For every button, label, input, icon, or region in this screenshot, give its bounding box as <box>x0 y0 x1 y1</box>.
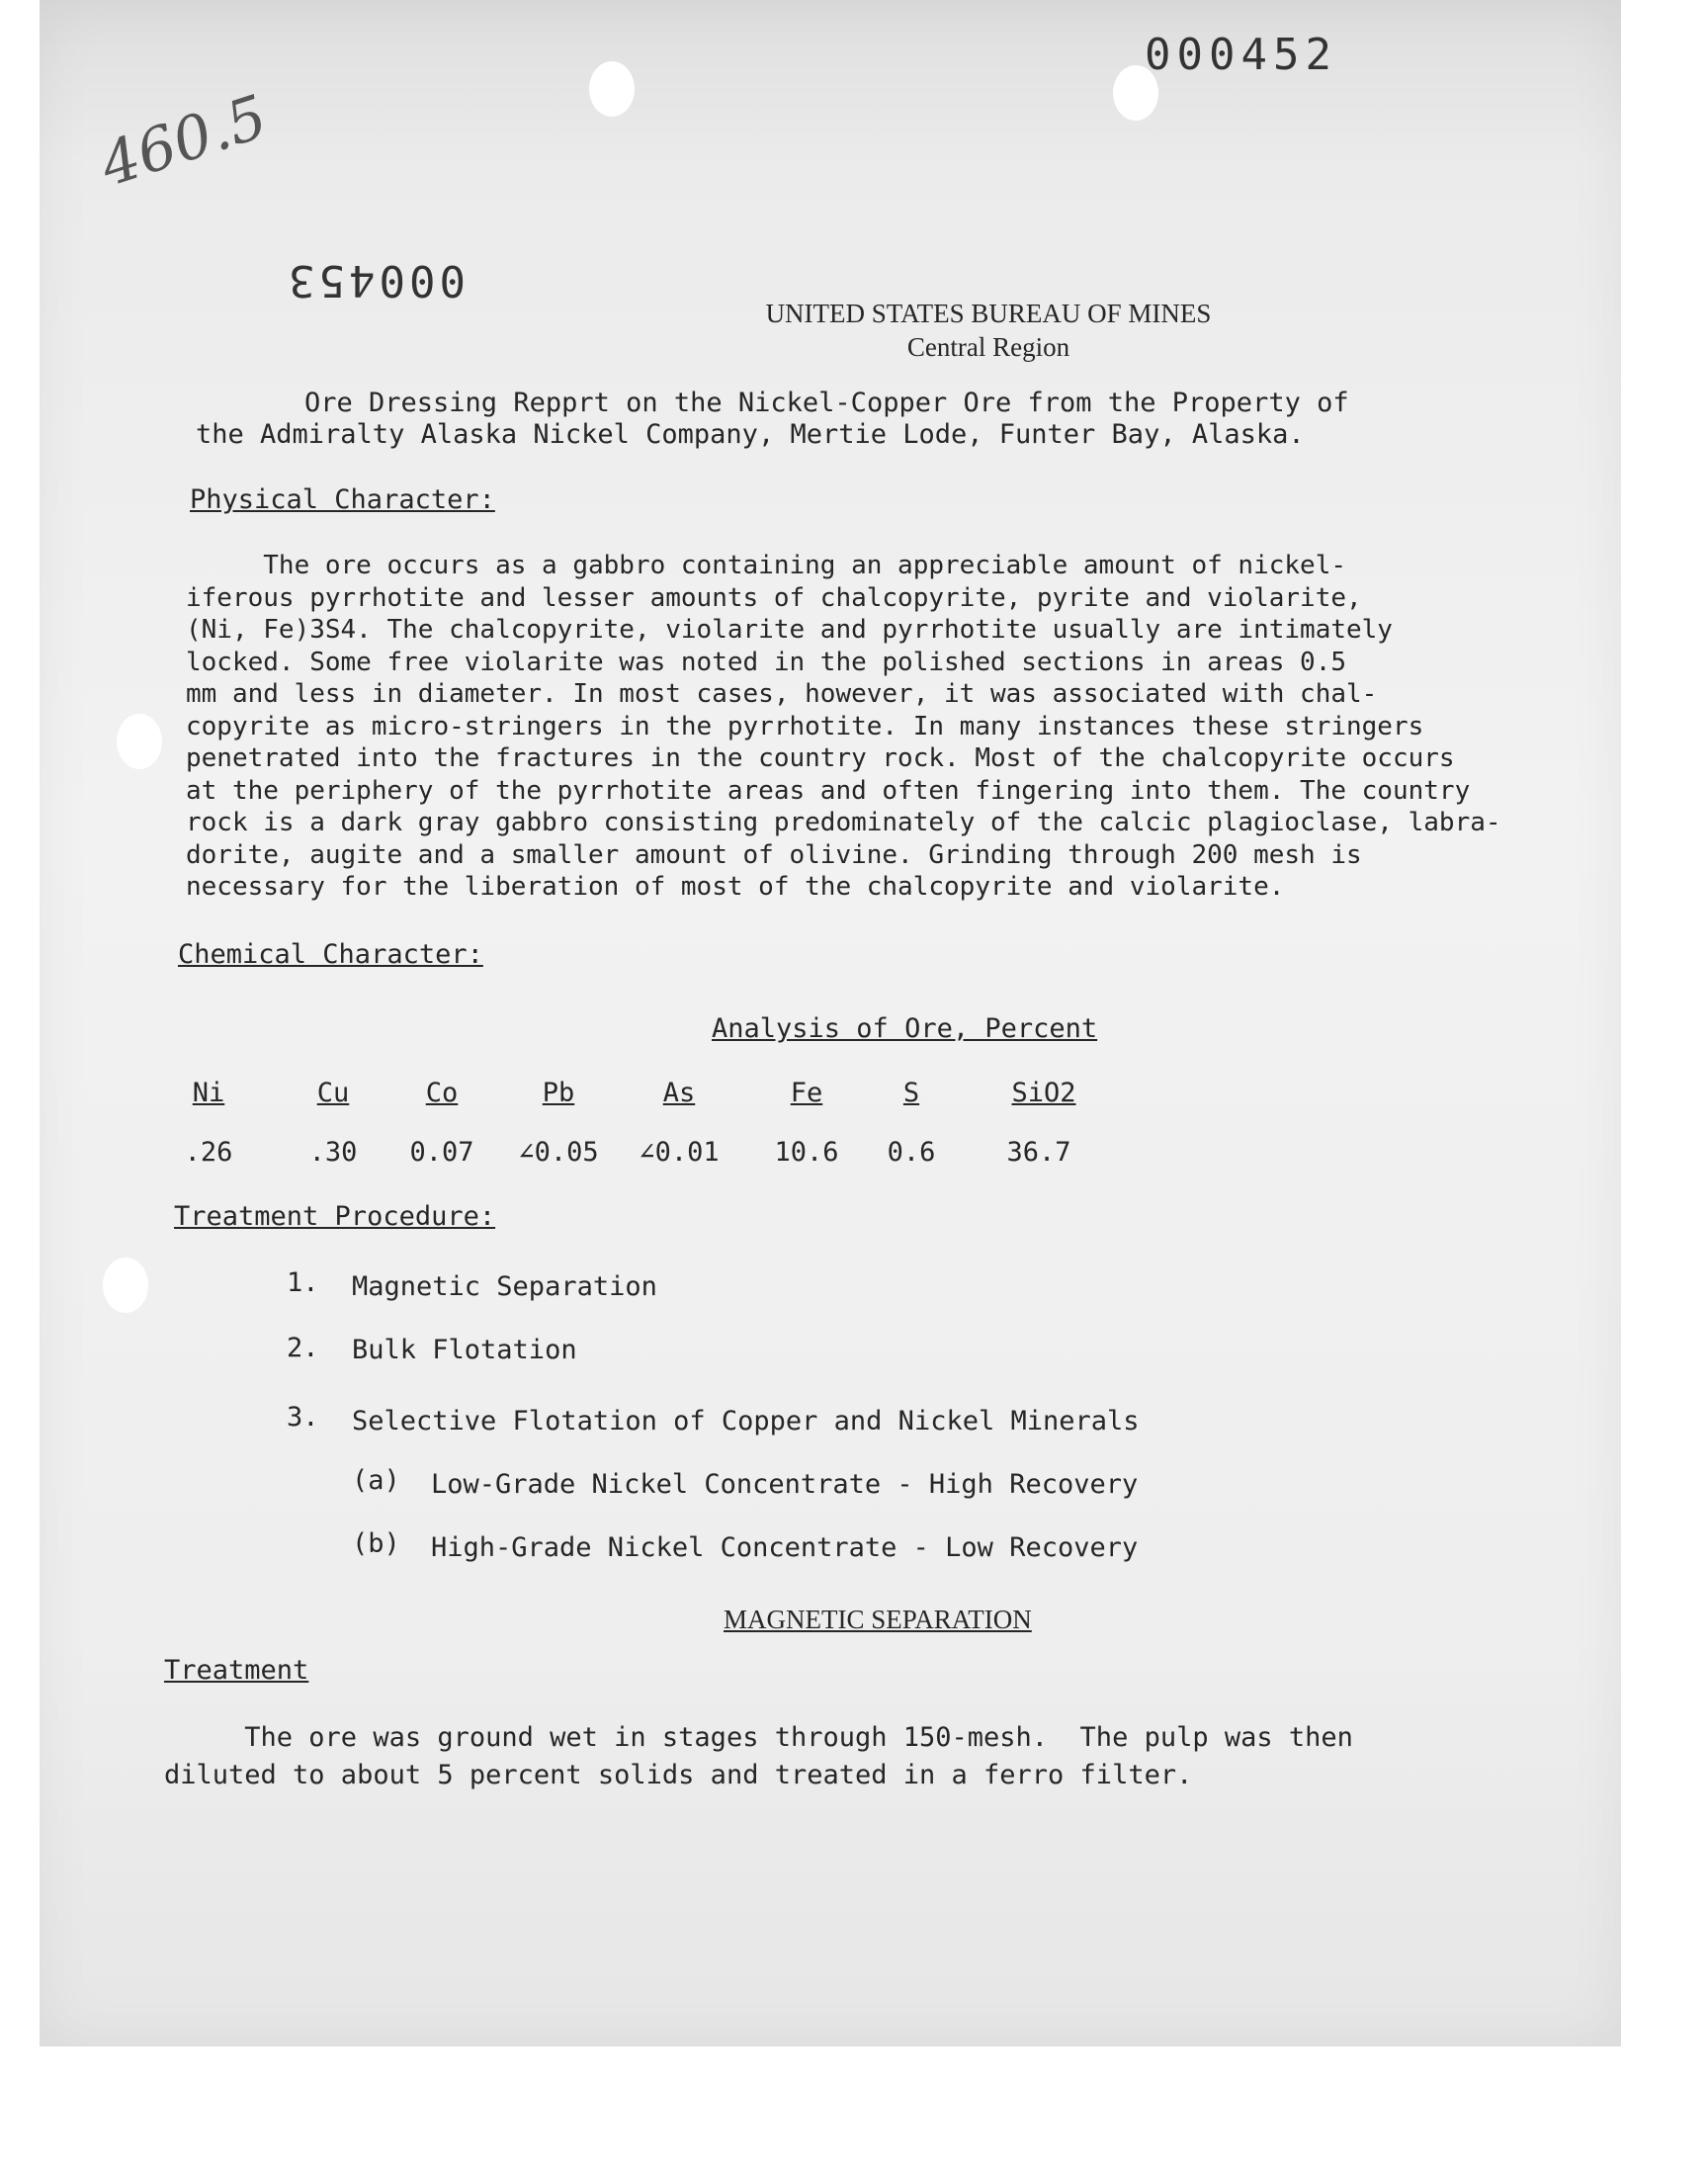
agency-header <box>712 297 1265 364</box>
region-name: Central Region <box>906 332 1070 362</box>
document-page <box>40 0 1621 2046</box>
treatment-procedure-heading: Treatment Procedure: <box>174 1201 496 1232</box>
element-header: Co <box>425 1078 459 1108</box>
analysis-value: 10.6 <box>774 1137 839 1168</box>
paragraph-line: iferous pyrrhotite and lesser amounts of chalcopyrite, pyrite and violarite, <box>186 582 1362 613</box>
punch-hole <box>103 1258 148 1313</box>
paragraph-line: rock is a dark gray gabbro consisting predominately of the calcic plagioclase, labra- <box>186 808 1501 837</box>
analysis-value: .30 <box>308 1137 358 1168</box>
physical-character-paragraph <box>186 550 1609 904</box>
paragraph-line: copyrite as micro-stringers in the pyrrhotite. In many instances these stringers <box>186 711 1424 741</box>
list-item-number: 2. <box>287 1333 319 1363</box>
element-header: SiO2 <box>1011 1078 1076 1108</box>
treatment-paragraph-line-1: The ore was ground wet in stages through 150-mesh. The pulp was then <box>164 1722 1353 1753</box>
physical-character-heading: Physical Character: <box>190 484 495 515</box>
analysis-value: ∠0.01 <box>639 1137 720 1168</box>
punch-hole <box>589 61 635 117</box>
paragraph-line: mm and less in diameter. In most cases, however, it was associated with chal- <box>186 679 1378 709</box>
paragraph-line: penetrated into the fractures in the country rock. Most of the chalcopyrite occurs <box>186 743 1455 773</box>
page-number-stamp: 000452 <box>1145 30 1337 80</box>
report-title-line-2: the Admiralty Alaska Nickel Company, Mertie Lode, Funter Bay, Alaska. <box>196 419 1305 450</box>
magnetic-separation-title: MAGNETIC SEPARATION <box>724 1605 1032 1634</box>
analysis-value: 0.07 <box>409 1137 474 1168</box>
paragraph-line: The ore occurs as a gabbro containing an appreciable amount of nickel- <box>186 551 1346 580</box>
analysis-table-title: Analysis of Ore, Percent <box>712 1013 1098 1044</box>
element-header: Ni <box>192 1078 225 1108</box>
list-item-text: Selective Flotation of Copper and Nickel Minerals <box>352 1406 1140 1436</box>
analysis-value: 36.7 <box>1006 1137 1071 1168</box>
element-header: As <box>662 1078 696 1108</box>
analysis-value: 0.6 <box>887 1137 936 1168</box>
element-header: Fe <box>790 1078 823 1108</box>
element-header: Cu <box>316 1078 350 1108</box>
list-item-number: 1. <box>287 1267 319 1298</box>
list-item-text: Magnetic Separation <box>352 1271 657 1302</box>
paragraph-line: necessary for the liberation of most of the chalcopyrite and violarite. <box>186 872 1285 902</box>
sublist-item-number: (a) <box>352 1465 400 1496</box>
sublist-item-text: High-Grade Nickel Concentrate - Low Recovery <box>431 1532 1139 1563</box>
list-item-number: 3. <box>287 1402 319 1433</box>
treatment-paragraph-line-2: diluted to about 5 percent solids and treated in a ferro filter. <box>164 1760 1193 1790</box>
list-item-text: Bulk Flotation <box>352 1335 577 1365</box>
paragraph-line: at the periphery of the pyrrhotite areas and often fingering into them. The country <box>186 775 1471 806</box>
chemical-character-heading: Chemical Character: <box>178 939 483 970</box>
analysis-value: .26 <box>184 1137 233 1168</box>
report-title-line-1: Ore Dressing Repprt on the Nickel-Copper Ore from the Property of <box>304 388 1349 418</box>
paragraph-line: locked. Some free violarite was noted in the polished sections in areas 0.5 <box>186 647 1346 677</box>
inverted-page-number-stamp: 000453 <box>285 255 466 305</box>
analysis-value: ∠0.05 <box>518 1137 599 1168</box>
treatment-heading: Treatment <box>164 1655 309 1686</box>
sublist-item-text: Low-Grade Nickel Concentrate - High Recovery <box>431 1469 1139 1500</box>
paragraph-line: (Ni, Fe)3S4. The chalcopyrite, violarite and pyrrhotite usually are intimately <box>186 615 1393 645</box>
punch-hole <box>117 714 162 769</box>
sublist-item-number: (b) <box>352 1528 400 1559</box>
element-header: S <box>902 1078 920 1108</box>
agency-name: UNITED STATES BUREAU OF MINES <box>765 299 1212 328</box>
element-header: Pb <box>542 1078 575 1108</box>
paragraph-line: dorite, augite and a smaller amount of olivine. Grinding through 200 mesh is <box>186 839 1362 870</box>
handwritten-note: 460.5 <box>92 82 276 201</box>
